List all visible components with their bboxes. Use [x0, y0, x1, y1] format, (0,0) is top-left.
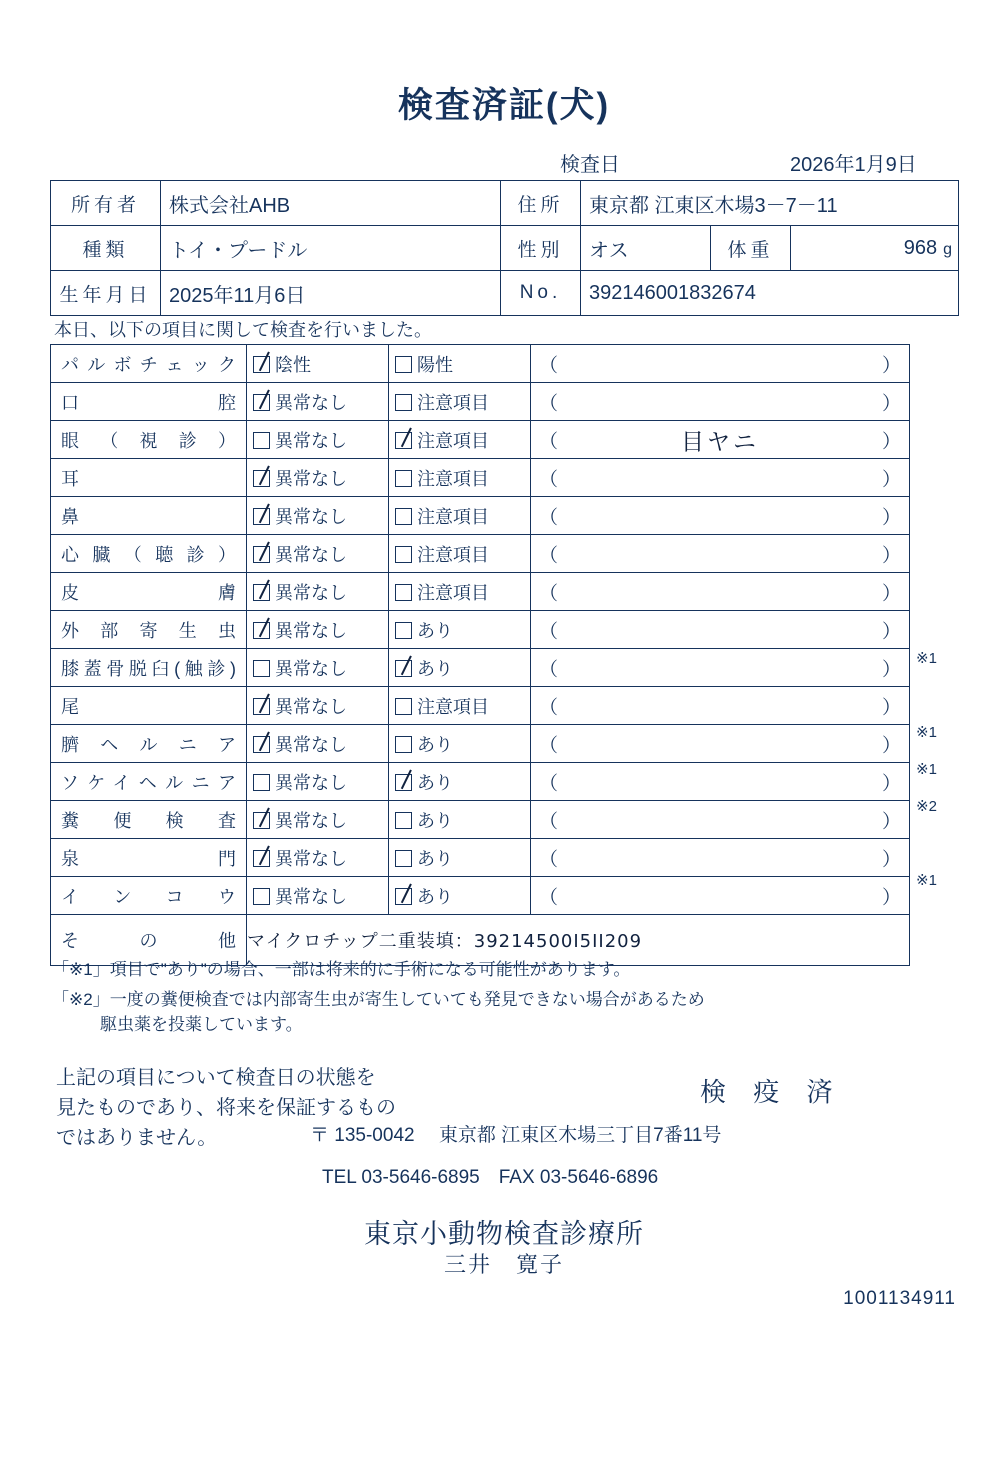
paren-right: ）: [881, 355, 901, 376]
checkbox-checked-icon[interactable]: [253, 356, 270, 373]
paren-left: （: [539, 431, 559, 452]
checklist-option-1[interactable]: [247, 383, 389, 421]
other-label: その他: [51, 915, 247, 966]
clinic-address: 〒 135-0042 東京都 江東区木場三丁目7番11号: [310, 1125, 722, 1146]
checkbox-icon[interactable]: [395, 508, 412, 525]
paren-left: （: [539, 469, 559, 490]
birth-value: 2025年11月6日: [161, 271, 501, 316]
checklist-option-1[interactable]: [247, 649, 389, 687]
checklist-row: [51, 383, 910, 421]
footnote-marker: ※1: [916, 872, 937, 889]
inspection-date-value: 2026年1月9日: [790, 154, 917, 176]
checklist-option-2[interactable]: [389, 687, 531, 725]
checklist-item-label: 泉門: [51, 839, 247, 877]
no-label: No.: [501, 271, 581, 316]
checkbox-label: あり: [417, 848, 453, 869]
doctor-name: 三井 寛子: [443, 1252, 564, 1277]
checklist-row: [51, 877, 910, 915]
paren-right: ）: [881, 431, 901, 452]
checklist-option-2[interactable]: [389, 839, 531, 877]
paren-left: （: [539, 583, 559, 604]
paren-left: （: [539, 659, 559, 680]
serial-number: 1001134911: [843, 1288, 956, 1309]
checkbox-label: あり: [417, 658, 453, 679]
checklist-option-1[interactable]: [247, 345, 389, 383]
checklist-item-label: 鼻: [51, 497, 247, 535]
checklist-item-label: 外部寄生虫: [51, 611, 247, 649]
paren-right: ）: [881, 659, 901, 680]
checklist-note-cell[interactable]: [531, 573, 910, 611]
checklist-option-2[interactable]: [389, 649, 531, 687]
checklist-option-2[interactable]: [389, 535, 531, 573]
checklist-note-cell[interactable]: [531, 535, 910, 573]
sex-label: 性別: [501, 226, 581, 271]
paren-right: ）: [881, 773, 901, 794]
checkbox-checked-icon[interactable]: [253, 546, 270, 563]
paren-left: （: [539, 773, 559, 794]
checkbox-icon[interactable]: [253, 660, 270, 677]
checklist-option-2[interactable]: [389, 763, 531, 801]
paren-right: ）: [881, 887, 901, 908]
footnote-2-line2: 駆虫薬を投薬しています。: [100, 1015, 303, 1034]
checkbox-icon[interactable]: [395, 736, 412, 753]
clinic-telephone: TEL 03-5646-6895 FAX 03-5646-6896: [322, 1167, 659, 1188]
checkbox-checked-icon[interactable]: [395, 774, 412, 791]
checkbox-label: あり: [417, 810, 453, 831]
checklist-row: [51, 459, 910, 497]
paren-right: ）: [881, 469, 901, 490]
footnote-marker: ※1: [916, 650, 937, 667]
checkbox-label: 陽性: [417, 354, 453, 375]
paren-left: （: [539, 849, 559, 870]
checkbox-label: 異常なし: [275, 734, 347, 755]
checkbox-label: 異常なし: [275, 810, 347, 831]
checkbox-label: 注意項目: [417, 544, 489, 565]
weight-cell: [791, 226, 959, 271]
checkbox-label: 陰性: [275, 354, 311, 375]
checklist-item-label: 耳: [51, 459, 247, 497]
checkbox-label: あり: [417, 620, 453, 641]
owner-value: 株式会社AHB: [161, 181, 501, 226]
checkbox-icon[interactable]: [395, 584, 412, 601]
checkbox-checked-icon[interactable]: [253, 584, 270, 601]
checklist-option-2[interactable]: [389, 611, 531, 649]
checkbox-label: 注意項目: [417, 506, 489, 527]
checklist-note-cell[interactable]: [531, 649, 910, 687]
checkbox-label: 異常なし: [275, 392, 347, 413]
checklist-row: [51, 345, 910, 383]
checkbox-label: 異常なし: [275, 886, 347, 907]
paren-right: ）: [881, 507, 901, 528]
checklist-option-2[interactable]: [389, 345, 531, 383]
paren-left: （: [539, 355, 559, 376]
checklist-item-label: 臍ヘルニア: [51, 725, 247, 763]
checklist-note-cell[interactable]: [531, 763, 910, 801]
checkbox-label: 注意項目: [417, 430, 489, 451]
checklist-table: [50, 344, 910, 966]
checkbox-label: 異常なし: [275, 468, 347, 489]
page-title: 検査済証(犬): [397, 86, 611, 125]
checkbox-checked-icon[interactable]: [395, 888, 412, 905]
checklist-note-cell[interactable]: [531, 611, 910, 649]
checklist-row: [51, 687, 910, 725]
checkbox-label: 異常なし: [275, 582, 347, 603]
owner-label: 所有者: [51, 181, 161, 226]
checkbox-checked-icon[interactable]: [253, 394, 270, 411]
table-row: [51, 181, 959, 226]
checklist-row: [51, 649, 910, 687]
checklist-note-cell[interactable]: [531, 383, 910, 421]
paren-left: （: [539, 697, 559, 718]
checklist-item-label: 心臓（聴診）: [51, 535, 247, 573]
checkbox-icon[interactable]: [395, 356, 412, 373]
checklist-note-cell[interactable]: [531, 687, 910, 725]
footnote-2-line1: 「※2」一度の糞便検査では内部寄生虫が寄生していても発見できない場合があるため: [52, 990, 705, 1009]
paren-right: ）: [881, 735, 901, 756]
paren-left: （: [539, 811, 559, 832]
checkbox-label: 注意項目: [417, 582, 489, 603]
weight-unit: g: [943, 240, 953, 258]
checklist-option-1[interactable]: [247, 573, 389, 611]
checklist-option-2[interactable]: [389, 801, 531, 839]
checkbox-checked-icon[interactable]: [253, 850, 270, 867]
checkbox-label: 異常なし: [275, 544, 347, 565]
checklist-item-label: 皮膚: [51, 573, 247, 611]
checklist-option-1[interactable]: [247, 497, 389, 535]
checkbox-icon[interactable]: [395, 812, 412, 829]
checkbox-checked-icon[interactable]: [253, 736, 270, 753]
table-row: [51, 271, 959, 316]
checkbox-icon[interactable]: [395, 394, 412, 411]
checkbox-icon[interactable]: [395, 546, 412, 563]
no-value: 392146001832674: [581, 271, 959, 316]
checkbox-label: あり: [417, 772, 453, 793]
checkbox-icon[interactable]: [253, 432, 270, 449]
checkbox-label: あり: [417, 734, 453, 755]
paren-right: ）: [881, 393, 901, 414]
checkbox-label: 異常なし: [275, 506, 347, 527]
paren-left: （: [539, 887, 559, 908]
checklist-note-cell[interactable]: [531, 725, 910, 763]
weight-value: 968: [903, 236, 938, 259]
footnote-1: 「※1」項目で"あり"の場合、一部は将来的に手術になる可能性があります。: [52, 960, 631, 979]
checkbox-label: 異常なし: [275, 848, 347, 869]
checklist-note-cell[interactable]: [531, 421, 910, 459]
checkbox-label: 異常なし: [275, 772, 347, 793]
breed-label: 種類: [51, 226, 161, 271]
checkbox-label: 注意項目: [417, 468, 489, 489]
checklist-note-cell[interactable]: [531, 801, 910, 839]
paren-right: ）: [881, 621, 901, 642]
checkbox-label: 異常なし: [275, 696, 347, 717]
checklist-option-1[interactable]: [247, 839, 389, 877]
paren-right: ）: [881, 849, 901, 870]
checkbox-icon[interactable]: [395, 470, 412, 487]
other-value-handwriting[interactable]: マイクロチップ二重装填：39214500I5II209: [247, 915, 910, 966]
checklist-option-1[interactable]: [247, 421, 389, 459]
checklist-item-label: ソケイヘルニア: [51, 763, 247, 801]
checklist-option-2[interactable]: [389, 497, 531, 535]
sex-value: オス: [581, 226, 711, 271]
closing-line-1: 上記の項目について検査日の状態を: [56, 1067, 376, 1089]
checklist-row: [51, 535, 910, 573]
checklist-note-cell[interactable]: [531, 345, 910, 383]
checklist-item-label: 口腔: [51, 383, 247, 421]
closing-line-2: 見たものであり、将来を保証するもの: [56, 1097, 396, 1119]
checklist-row: [51, 497, 910, 535]
checkbox-label: 注意項目: [417, 392, 489, 413]
checklist-option-1[interactable]: [247, 725, 389, 763]
checklist-option-1[interactable]: [247, 535, 389, 573]
checklist-item-label: インコウ: [51, 877, 247, 915]
paren-left: （: [539, 621, 559, 642]
checklist-item-label: 糞便検査: [51, 801, 247, 839]
checklist-row: [51, 421, 910, 459]
checklist-item-label: 膝蓋骨脱臼(触診): [51, 649, 247, 687]
checkbox-icon[interactable]: [395, 850, 412, 867]
checklist-row: [51, 725, 910, 763]
checkbox-icon[interactable]: [253, 888, 270, 905]
checkbox-icon[interactable]: [395, 698, 412, 715]
checklist-row: [51, 763, 910, 801]
paren-left: （: [539, 393, 559, 414]
checklist-row: [51, 839, 910, 877]
footnote-marker: ※1: [916, 761, 937, 778]
checkbox-label: あり: [417, 886, 453, 907]
checkbox-label: 異常なし: [275, 658, 347, 679]
paren-left: （: [539, 735, 559, 756]
checklist-item-label: パルボチェック: [51, 345, 247, 383]
closing-line-3: ではありません。: [56, 1127, 218, 1149]
paren-right: ）: [881, 545, 901, 566]
checklist-item-label: 眼（視診）: [51, 421, 247, 459]
checklist-row: [51, 801, 910, 839]
checklist-option-2[interactable]: [389, 877, 531, 915]
checklist-option-1[interactable]: [247, 611, 389, 649]
table-row: [51, 226, 959, 271]
checklist-option-1[interactable]: [247, 763, 389, 801]
checklist-note-cell[interactable]: [531, 839, 910, 877]
checklist-option-1[interactable]: [247, 877, 389, 915]
checklist-option-1[interactable]: [247, 801, 389, 839]
address-label: 住所: [501, 181, 581, 226]
checklist-option-2[interactable]: [389, 725, 531, 763]
checklist-row: [51, 573, 910, 611]
statement-text: 本日、以下の項目に関して検査を行いました。: [54, 320, 432, 340]
checklist-option-2[interactable]: [389, 573, 531, 611]
clinic-name: 東京小動物検査診療所: [364, 1219, 644, 1249]
checkbox-checked-icon[interactable]: [253, 698, 270, 715]
weight-label: 体重: [711, 226, 791, 271]
checkbox-label: 異常なし: [275, 430, 347, 451]
paren-right: ）: [881, 811, 901, 832]
checklist-row: [51, 611, 910, 649]
checklist-option-2[interactable]: [389, 421, 531, 459]
checklist-option-2[interactable]: [389, 383, 531, 421]
checkbox-label: 異常なし: [275, 620, 347, 641]
info-table: [50, 180, 959, 316]
checklist-option-2[interactable]: [389, 459, 531, 497]
checkbox-icon[interactable]: [395, 622, 412, 639]
paren-left: （: [539, 507, 559, 528]
checklist-option-1[interactable]: [247, 687, 389, 725]
checklist-note-handwriting: 目ヤニ: [681, 429, 759, 455]
breed-value: トイ・プードル: [161, 226, 501, 271]
checkbox-checked-icon[interactable]: [253, 622, 270, 639]
inspection-date-label: 検査日: [560, 154, 620, 176]
footnote-marker: ※1: [916, 724, 937, 741]
paren-left: （: [539, 545, 559, 566]
address-value: 東京都 江東区木場3－7－11: [581, 181, 959, 226]
checklist-option-1[interactable]: [247, 459, 389, 497]
checkbox-checked-icon[interactable]: [395, 660, 412, 677]
checklist-note-cell[interactable]: [531, 459, 910, 497]
checkbox-checked-icon[interactable]: [253, 470, 270, 487]
checkbox-checked-icon[interactable]: [253, 812, 270, 829]
quarantine-stamp: 検 疫 済: [700, 1077, 843, 1107]
paren-right: ）: [881, 697, 901, 718]
checkbox-label: 注意項目: [417, 696, 489, 717]
checklist-note-cell[interactable]: [531, 877, 910, 915]
paren-right: ）: [881, 583, 901, 604]
checklist-note-cell[interactable]: [531, 497, 910, 535]
footnote-marker: ※2: [916, 798, 937, 815]
checkbox-checked-icon[interactable]: [253, 508, 270, 525]
checkbox-icon[interactable]: [253, 774, 270, 791]
checklist-item-label: 尾: [51, 687, 247, 725]
checkbox-checked-icon[interactable]: [395, 432, 412, 449]
birth-label: 生年月日: [51, 271, 161, 316]
